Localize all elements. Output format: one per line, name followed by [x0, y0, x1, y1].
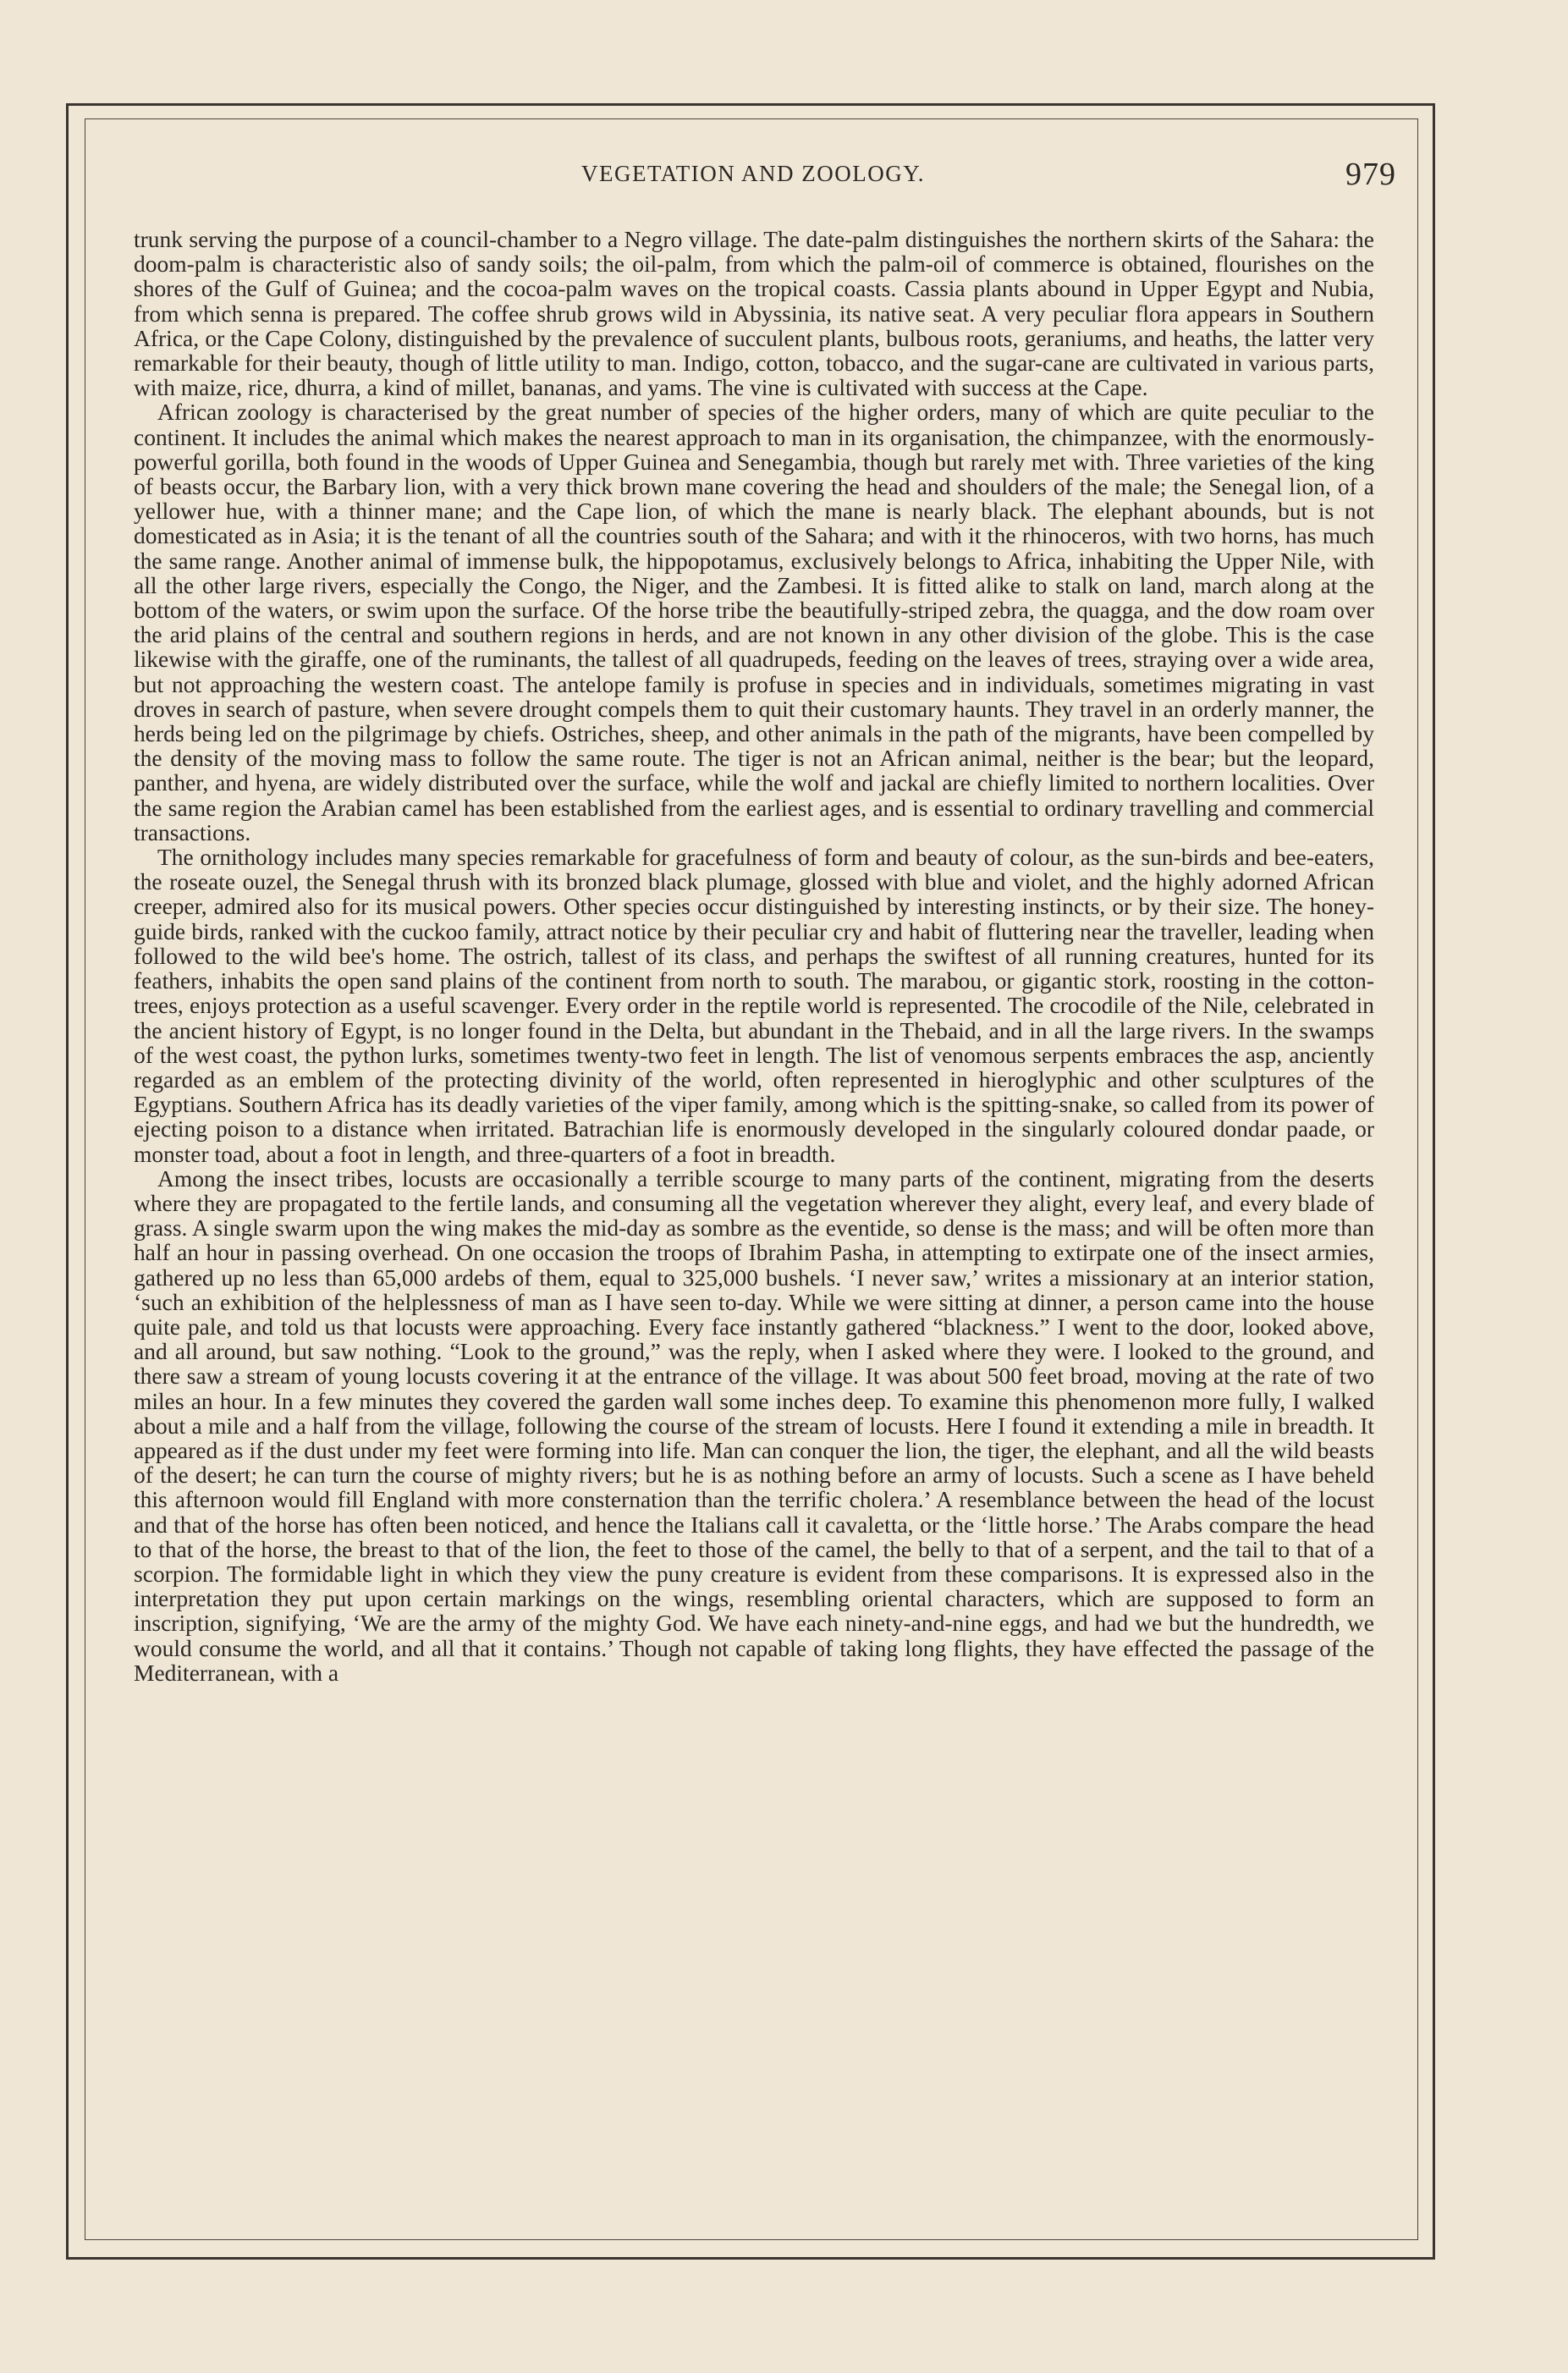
body-text [134, 227, 1374, 2216]
running-head: VEGETATION AND ZOOLOGY. [580, 161, 926, 186]
paragraph-zoology: African zoology is characterised by the great number of species of the higher orders, many of which are quite peculiar to the continent. It includes the animal which makes the nearest approach to man in its organisation, the chimpanzee, with the enormously-powerful gorilla, both found in the woods of Upper Guinea and Senegambia, though but rarely met with. Three varieties of the king of beasts occur, the Barbary lion, with a very thick brown mane covering the head and shoulders of the male; the Senegal lion, of a yellower hue, with a thinner mane; and the Cape lion, of which the mane is nearly black. The elephant abounds, but is not domesticated as in Asia; it is the tenant of all the countries south of the Sahara; and with it the rhinoceros, with two horns, has much the same range. Another animal of immense bulk, the hippopotamus, exclusively belongs to Africa, inhabiting the Upper Nile, with all the other large rivers, especially the Congo, the Niger, and the Zambesi. It is fitted alike to stalk on land, march along at the bottom of the waters, or swim upon the surface. Of the horse tribe the beautifully-striped zebra, the quagga, and the dow roam over the arid plains of the central and southern regions in herds, and are not known in any other division of the globe. This is the case likewise with the giraffe, one of the ruminants, the tallest of all quadrupeds, feeding on the leaves of trees, straying over a wide area, but not approaching the western coast. The antelope family is profuse in species and in individuals, sometimes migrating in vast droves in search of pasture, when severe drought compels them to quit their customary haunts. They travel in an orderly manner, the herds being led on the pilgrimage by chiefs. Ostriches, sheep, and other animals in the path of the migrants, have been compelled by the density of the moving mass to follow the same route. The tiger is not an African animal, neither is the bear; but the leopard, panther, and hyena, are widely distributed over the surface, while the wolf and jackal are chiefly limited to northern localities. Over the same region the Arabian camel has been established from the earliest ages, and is essential to ordinary travelling and commercial transactions. [134, 399, 1374, 845]
page-number: 979 [1345, 157, 1396, 192]
paragraph-vegetation: trunk serving the purpose of a council-chamber to a Negro village. The date-palm distinguishes the northern skirts of the Sahara: the doom-palm is characteristic also of sandy soils; the oil-palm, from which the palm-oil of commerce is obtained, flourishes on the shores of the Gulf of Guinea; and the cocoa-palm waves on the tropical coasts. Cassia plants abound in Upper Egypt and Nubia, from which senna is prepared. The coffee shrub grows wild in Abyssinia, its native seat. A very peculiar flora appears in Southern Africa, or the Cape Colony, distinguished by the prevalence of succulent plants, bulbous roots, geraniums, and heaths, the latter very remarkable for their beauty, though of little utility to man. Indigo, cotton, tobacco, and the sugar-cane are cultivated in various parts, with maize, rice, dhurra, a kind of millet, bananas, and yams. The vine is cultivated with success at the Cape. [134, 227, 1374, 401]
paragraph-ornithology: The ornithology includes many species remarkable for gracefulness of form and beauty of colour, as the sun-birds and bee-eaters, the roseate ouzel, the Senegal thrush with its bronzed black plumage, glossed with blue and violet, and the highly adorned African creeper, admired also for its musical powers. Other species occur distinguished by interesting instincts, or by their size. The honey-guide birds, ranked with the cuckoo family, attract notice by their peculiar cry and habit of fluttering near the traveller, leading when followed to the wild bee's home. The ostrich, tallest of its class, and perhaps the swiftest of all running creatures, hunted for its feathers, inhabits the open sand plains of the continent from north to south. The marabou, or gigantic stork, roosting in the cotton-trees, enjoys protection as a useful scavenger. Every order in the reptile world is represented. The crocodile of the Nile, celebrated in the ancient history of Egypt, is no longer found in the Delta, but abundant in the Thebaid, and in all the large rivers. In the swamps of the west coast, the python lurks, sometimes twenty-two feet in length. The list of venomous serpents embraces the asp, anciently regarded as an emblem of the protecting divinity of the world, often represented in hieroglyphic and other sculptures of the Egyptians. Southern Africa has its deadly varieties of the viper family, among which is the spitting-snake, so called from its power of ejecting poison to a distance when irritated. Batrachian life is enormously developed in the singularly coloured dondar paade, or monster toad, about a foot in length, and three-quarters of a foot in breadth. [134, 844, 1374, 1167]
page-header [110, 157, 1396, 203]
paragraph-locusts: Among the insect tribes, locusts are occasionally a terrible scourge to many parts of the continent, migrating from the deserts where they are propagated to the fertile lands, and consuming all the vegetation wherever they alight, every leaf, and every blade of grass. A single swarm upon the wing makes the mid-day as sombre as the eventide, so dense is the mass; and will be often more than half an hour in passing overhead. On one occasion the troops of Ibrahim Pasha, in attempting to extirpate one of the insect armies, gathered up no less than 65,000 ardebs of them, equal to 325,000 bushels. ‘I never saw,’ writes a missionary at an interior station, ‘such an exhibition of the helplessness of man as I have seen to-day. While we were sitting at dinner, a person came into the house quite pale, and told us that locusts were approaching. Every face instantly gathered “blackness.” I went to the door, looked above, and all around, but saw nothing. “Look to the ground,” was the reply, when I asked where they were. I looked to the ground, and there saw a stream of young locusts covering it at the entrance of the village. It was about 500 feet broad, moving at the rate of two miles an hour. In a few minutes they covered the garden wall some inches deep. To examine this phenomenon more fully, I walked about a mile and a half from the village, following the course of the stream of locusts. Here I found it extending a mile in breadth. It appeared as if the dust under my feet were forming into life. Man can conquer the lion, the tiger, the elephant, and all the wild beasts of the desert; he can turn the course of mighty rivers; but he is as nothing before an army of locusts. Such a scene as I have beheld this afternoon would fill England with more consternation than the terrific cholera.’ A resemblance between the head of the locust and that of the horse has often been noticed, and hence the Italians call it cavaletta, or the ‘little horse.’ The Arabs compare the head to that of the horse, the breast to that of the lion, the feet to those of the camel, the belly to that of a serpent, and the tail to that of a scorpion. The formidable light in which they view the puny creature is evident from these comparisons. It is expressed also in the interpretation they put upon certain markings on the wings, resembling oriental characters, which are supposed to form an inscription, signifying, ‘We are the army of the mighty God. We have each ninety-and-nine eggs, and had we but the hundredth, we would consume the world, and all that it contains.’ Though not capable of taking long flights, they have effected the passage of the Mediterranean, with a [134, 1164, 1374, 1686]
